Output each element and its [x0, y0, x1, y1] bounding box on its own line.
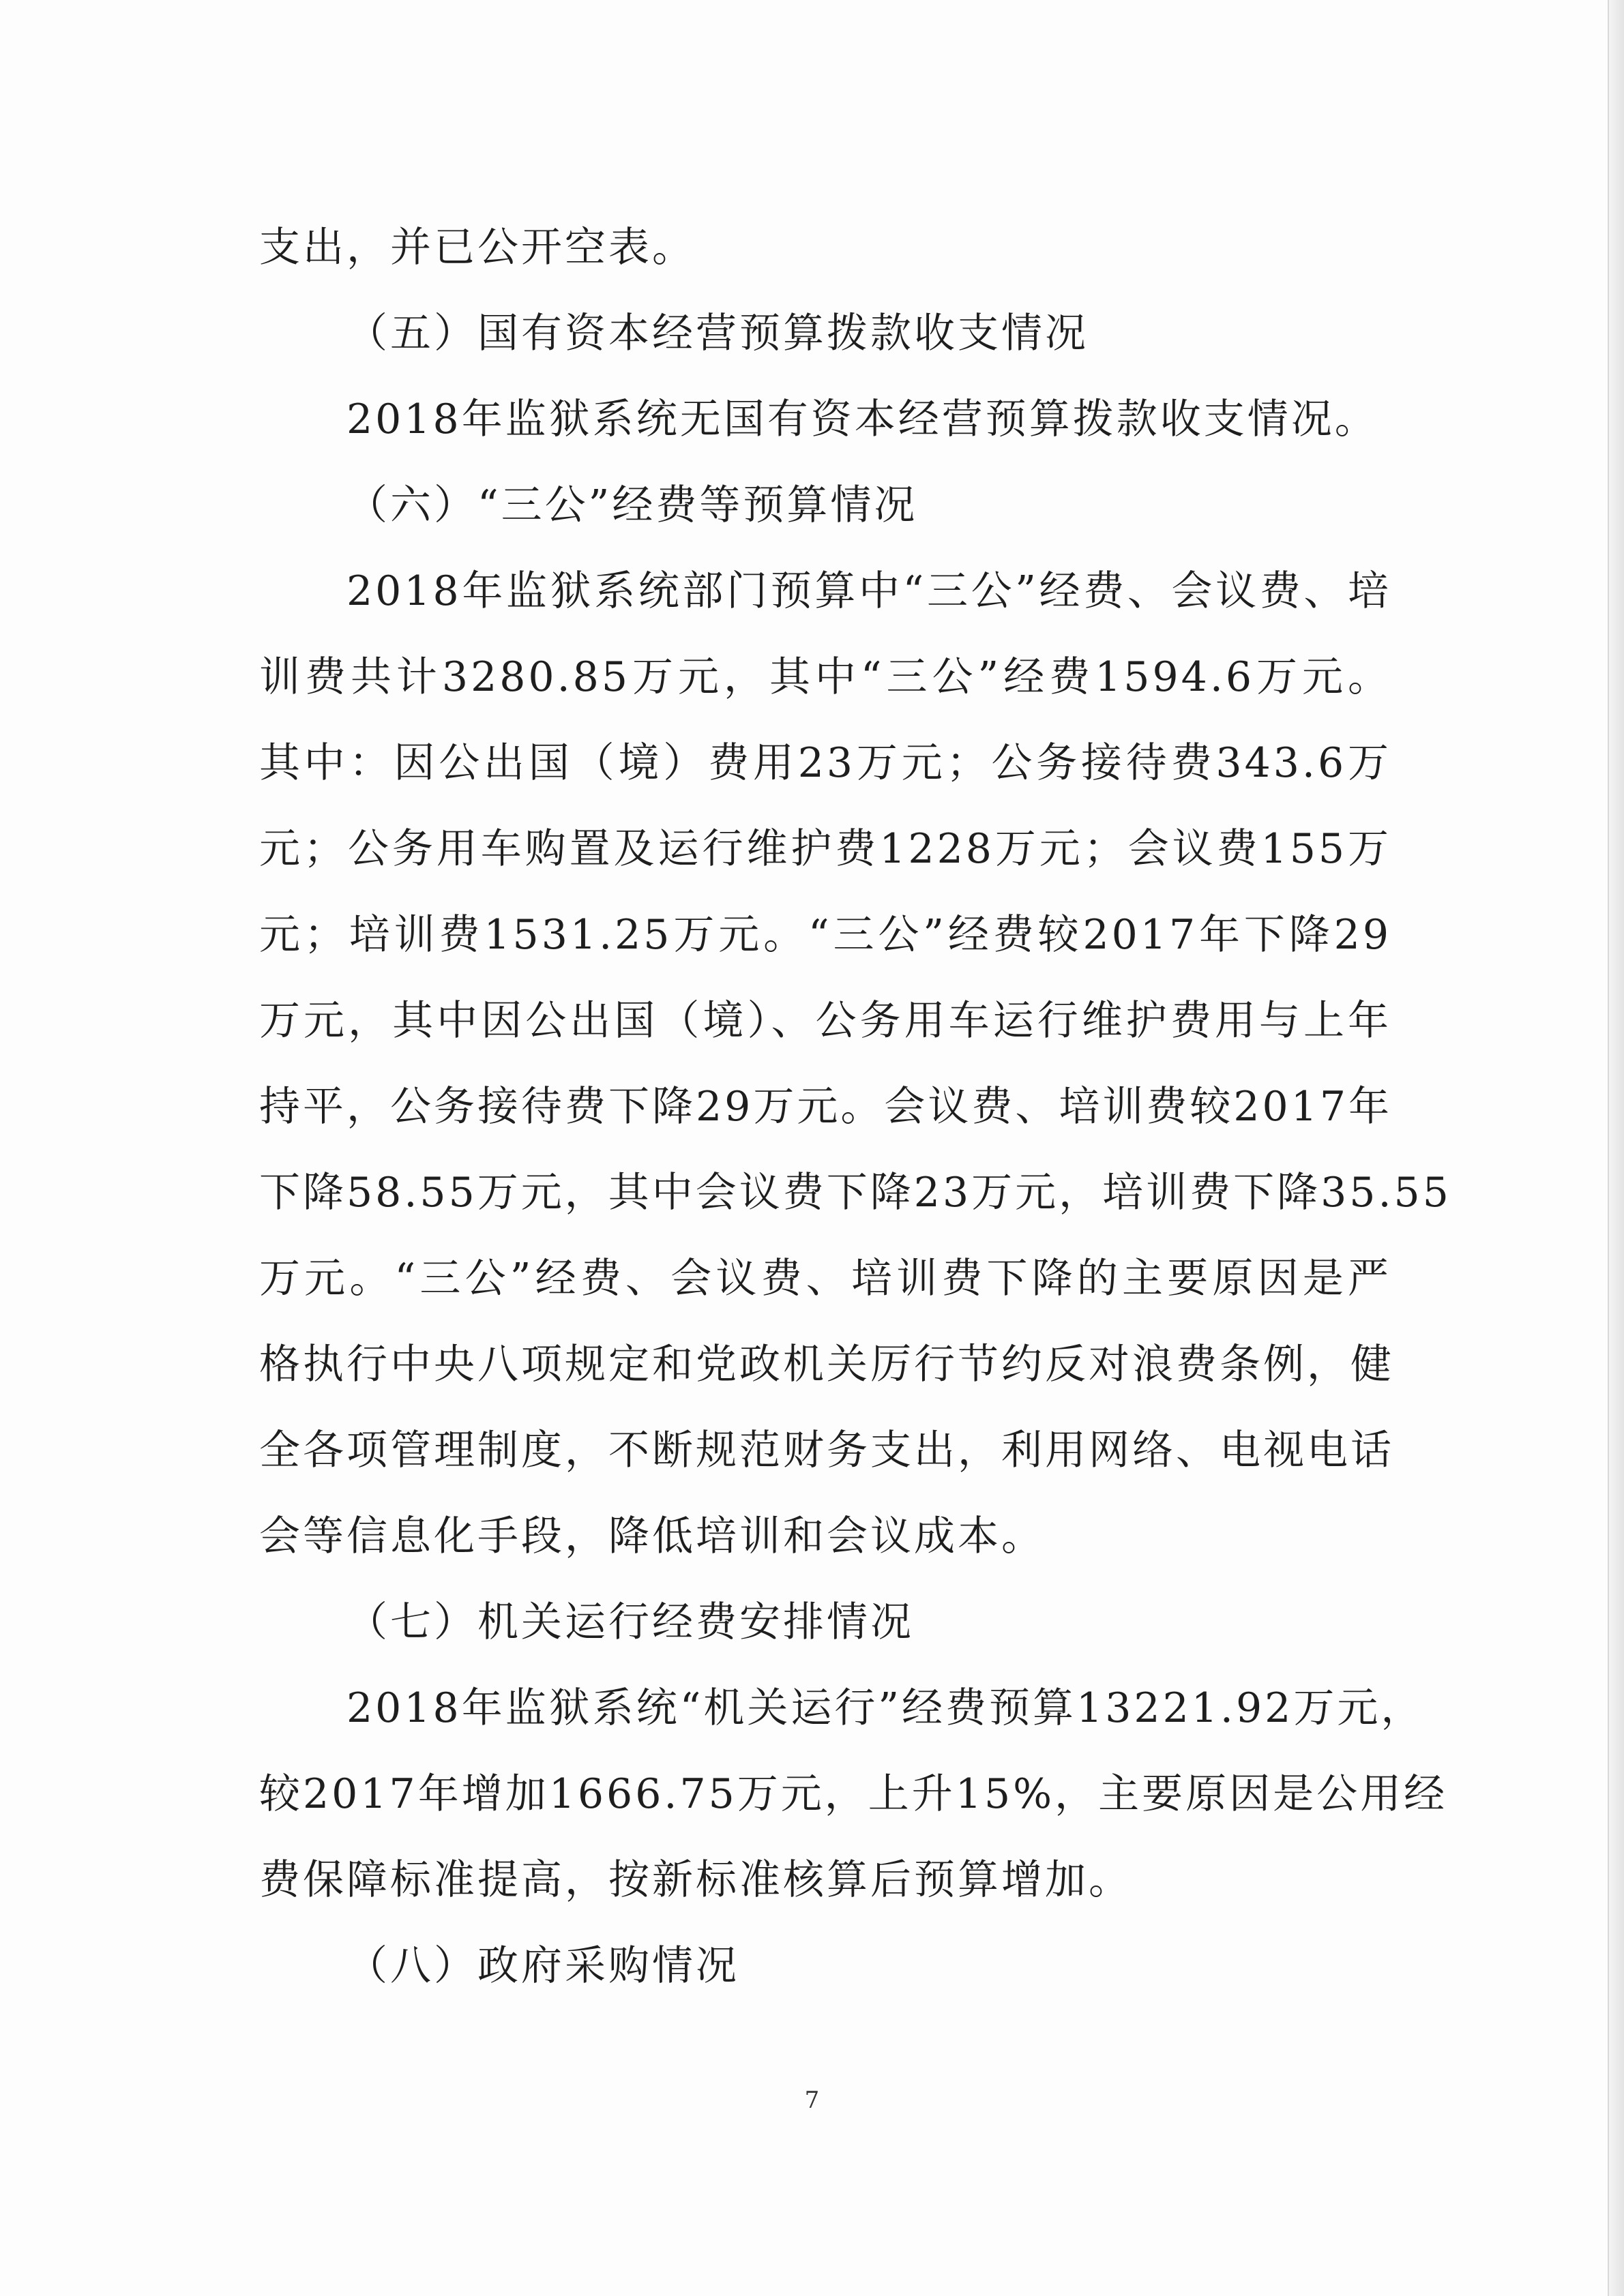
body-line: 较2017年增加1666.75万元，上升15%，主要原因是公用经	[259, 1770, 1448, 1818]
body-line: 万元。“三公”经费、会议费、培训费下降的主要原因是严	[259, 1255, 1391, 1302]
section-heading-seven: （七）机关运行经费安排情况	[346, 1598, 914, 1646]
body-line: 下降58.55万元，其中会议费下降23万元，培训费下降35.55	[259, 1169, 1451, 1217]
body-line: 全各项管理制度，不断规范财务支出，利用网络、电视电话	[259, 1427, 1394, 1474]
body-line: 持平，公务接待费下降29万元。会议费、培训费较2017年	[259, 1083, 1393, 1131]
section-heading-eight: （八）政府采购情况	[346, 1942, 739, 1990]
body-line: 2018年监狱系统无国有资本经营预算拨款收支情况。	[346, 396, 1378, 443]
body-line: 2018年监狱系统“机关运行”经费预算13221.92万元，	[346, 1684, 1425, 1732]
page-edge-shadow	[1608, 0, 1624, 2296]
body-line: 支出，并已公开空表。	[259, 224, 696, 271]
body-line: 万元，其中因公出国（境）、公务用车运行维护费用与上年	[259, 997, 1391, 1045]
body-line: 费保障标准提高，按新标准核算后预算增加。	[259, 1856, 1132, 1904]
section-heading-five: （五）国有资本经营预算拨款收支情况	[346, 310, 1089, 357]
body-line: 训费共计3280.85万元，其中“三公”经费1594.6万元。	[259, 653, 1391, 701]
section-heading-six: （六）“三公”经费等预算情况	[346, 481, 918, 529]
body-line: 会等信息化手段，降低培训和会议成本。	[259, 1512, 1045, 1560]
document-body	[259, 205, 1451, 2009]
body-line: 格执行中央八项规定和党政机关厉行节约反对浪费条例，健	[259, 1341, 1394, 1388]
body-line: 其中：因公出国（境）费用23万元；公务接待费343.6万	[259, 739, 1391, 787]
body-line: 2018年监狱系统部门预算中“三公”经费、会议费、培	[346, 567, 1391, 615]
body-line: 元；培训费1531.25万元。“三公”经费较2017年下降29	[259, 911, 1391, 959]
page-number: 7	[804, 2087, 820, 2114]
body-line: 元；公务用车购置及运行维护费1228万元；会议费155万	[259, 825, 1391, 873]
